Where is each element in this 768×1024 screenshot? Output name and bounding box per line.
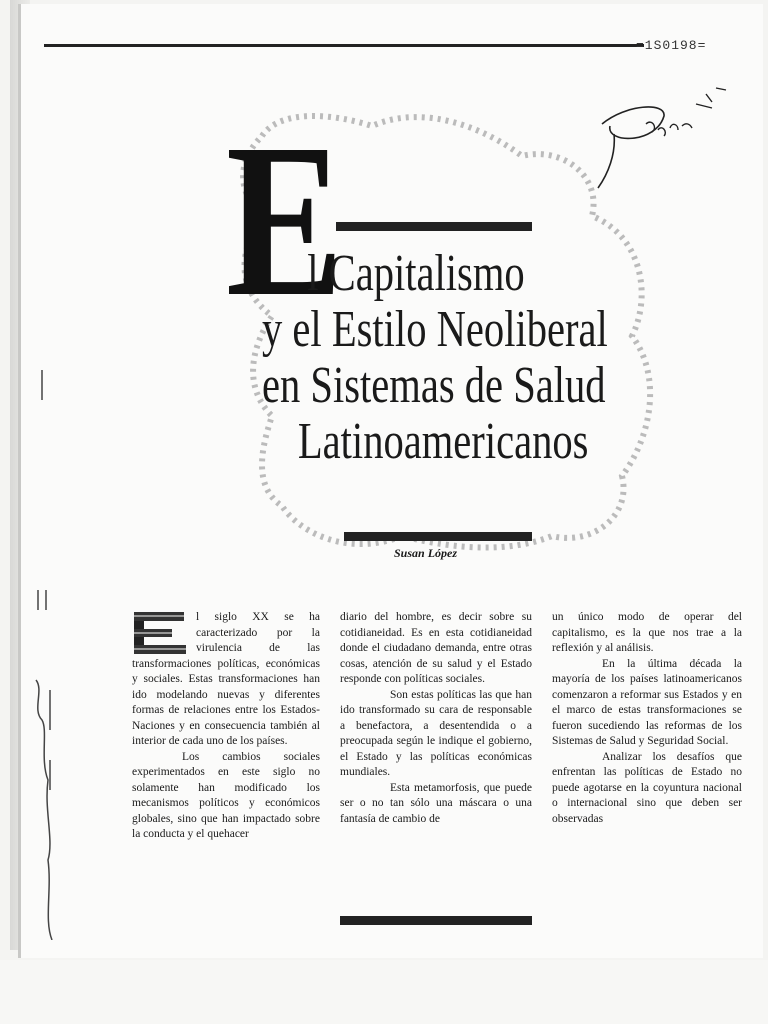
title-line-4: Latinoamericanos <box>297 413 589 470</box>
col2-paragraph-3: Esta metamorfosis, que puede ser o no tan sólo una máscara o una fantasía de cambio de <box>340 781 532 825</box>
column-end-rule <box>340 916 532 925</box>
title-line-2: y el Estilo Neoliberal <box>262 301 608 358</box>
text-column-3 <box>552 610 742 827</box>
title-rule-top <box>336 222 532 231</box>
col1-paragraph-1: l siglo XX se ha caracterizado por la virulencia de las transformaciones políticas, económicas y sociales. Estas transformaciones han ido modelando nuevas y diferentes formas de relaciones entre los Estados-Naciones y en consecuencia también al interior de cada uno de los países. <box>132 611 320 747</box>
col3-paragraph-3: Analizar los desafíos que enfrentan las políticas de Estado no puede agotarse en la coyuntura nacional o internacional sino que deben ser observadas <box>552 750 742 825</box>
col3-paragraph-2: En la última década la mayoría de los países latinoamericanos comenzaron a reformar sus Estados y en el marco de estas transformaciones se fueron sucediendo las reformas de los Sistemas de Salud y Seguridad Social. <box>552 657 742 747</box>
text-column-2 <box>340 610 532 827</box>
top-rule <box>44 44 644 47</box>
title-drop-cap: E <box>226 98 344 342</box>
col2-paragraph-2: Son estas políticas las que han ido transformado su cara de responsable a benefactora, a desentendida o a preocupada según le indique el gobierno, el Estado y las políticas económicas mundiales. <box>340 688 532 778</box>
col1-paragraph-2: Los cambios sociales experimentados en este siglo no solamente han modificado los mecanismos políticos y económicos globales, sino que han impactado sobre la conducta y el quehacer <box>132 750 320 840</box>
title-rule-bottom <box>344 532 532 541</box>
margin-handwriting <box>30 360 60 940</box>
article-title <box>262 245 608 470</box>
title-line-1: l Capitalismo <box>307 245 525 302</box>
document-stamp: =1S0198= <box>636 38 707 53</box>
col2-paragraph-1: diario del hombre, es decir sobre su cotidianeidad. Es en esta cotidianeidad donde el ciudadano demanda, entre otras cosas, atención de su salud y el Estado responde con políticas sociales. <box>340 611 532 685</box>
text-column-1 <box>132 610 320 843</box>
page-bottom-margin <box>0 960 768 1024</box>
author-byline: Susan López <box>394 546 458 560</box>
col3-paragraph-1: un único modo de operar del capitalismo, es la que nos trae a la reflexión y al análisis. <box>552 611 742 654</box>
drop-cap-e-icon <box>132 610 188 656</box>
title-line-3: en Sistemas de Salud <box>262 357 606 414</box>
paragraph-drop-cap <box>132 610 188 656</box>
